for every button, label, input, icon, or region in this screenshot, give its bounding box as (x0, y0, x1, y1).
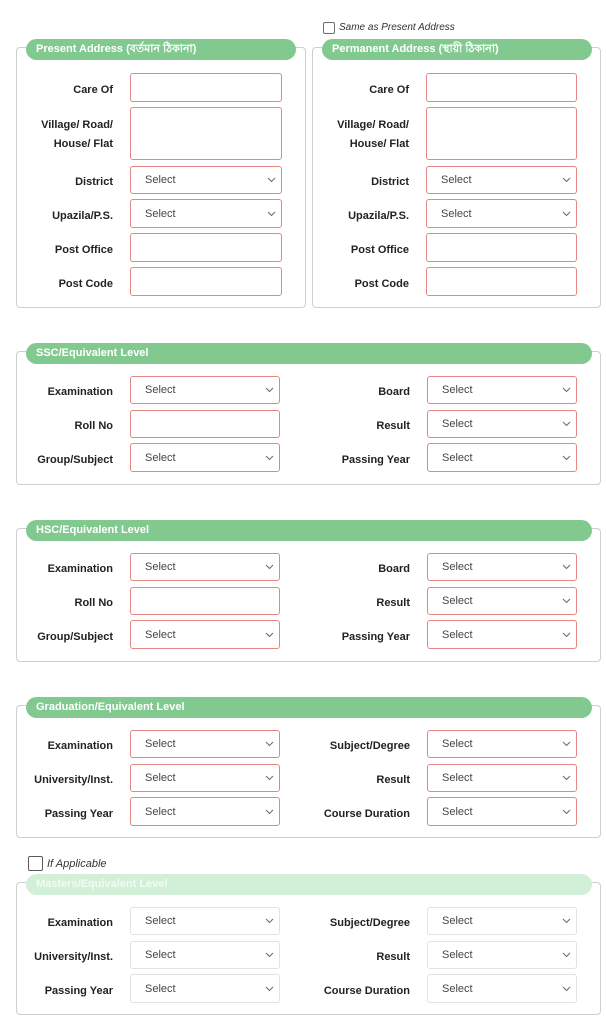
graduation-row-2 (0, 764, 606, 792)
hsc-group-subject-select[interactable] (130, 620, 280, 649)
masters-passing-year-selected-value: Select (145, 982, 176, 995)
ssc-header: SSC/Equivalent Level (26, 343, 592, 364)
masters-examination-selected-value: Select (145, 915, 176, 927)
chevron-down-icon (265, 775, 274, 781)
masters-university-selected-value: Select (145, 949, 176, 961)
masters-course-duration-select[interactable] (427, 974, 577, 1003)
hsc-result-label: Result (376, 597, 410, 609)
graduation-header: Graduation/Equivalent Level (26, 697, 592, 718)
chevron-down-icon (562, 455, 571, 461)
masters-passing-year-label: Passing Year (44, 984, 113, 997)
present-district-selected-value: Select (145, 174, 176, 186)
graduation-result-selected-value: Select (442, 772, 473, 784)
hsc-header: HSC/Equivalent Level (26, 520, 592, 541)
permanent-village-textarea[interactable] (426, 107, 577, 160)
ssc-row-3 (0, 443, 606, 472)
graduation-row-3 (0, 797, 606, 826)
address-row-district (0, 166, 606, 194)
hsc-row-3 (0, 620, 606, 649)
graduation-examination-selected-value: Select (145, 738, 176, 750)
masters-examination-label: Examination (47, 917, 113, 929)
hsc-group-subject-selected-value: Select (145, 628, 176, 641)
permanent-post-office-label: Post Office (350, 243, 409, 256)
graduation-course-duration-label: Course Duration (323, 807, 410, 820)
graduation-examination-select[interactable] (130, 730, 280, 758)
masters-university-label: University/Inst. (34, 951, 113, 963)
permanent-district-label: District (371, 176, 409, 188)
present-village-label: Village/ Road/ House/ Flat (41, 119, 113, 150)
if-applicable-label: If Applicable (47, 858, 107, 870)
ssc-result-select[interactable] (427, 410, 577, 438)
ssc-row-2 (0, 410, 606, 438)
chevron-down-icon (267, 177, 276, 183)
ssc-roll-no-input[interactable] (130, 410, 280, 438)
chevron-down-icon (562, 598, 571, 604)
permanent-district-select[interactable] (426, 166, 577, 194)
address-row-post-code (0, 267, 606, 296)
chevron-down-icon (562, 775, 571, 781)
hsc-group-subject-label: Group/Subject (37, 630, 113, 643)
permanent-upazila-selected-value: Select (441, 207, 472, 220)
graduation-result-select[interactable] (427, 764, 577, 792)
permanent-care-of-label: Care Of (369, 83, 409, 96)
ssc-result-selected-value: Select (442, 418, 473, 430)
graduation-passing-year-selected-value: Select (145, 805, 176, 818)
graduation-university-label: University/Inst. (34, 774, 113, 786)
chevron-down-icon (562, 211, 571, 217)
graduation-subject-degree-select[interactable] (427, 730, 577, 758)
graduation-examination-label: Examination (47, 740, 113, 752)
ssc-row-1 (0, 376, 606, 404)
ssc-board-select[interactable] (427, 376, 577, 404)
masters-row-3 (0, 974, 606, 1003)
chevron-down-icon (265, 455, 274, 461)
graduation-passing-year-label: Passing Year (44, 807, 113, 820)
same-as-present-checkbox[interactable] (323, 22, 335, 34)
masters-university-select[interactable] (130, 941, 280, 969)
permanent-address-header: Permanent Address (স্থায়ী ঠিকানা) (322, 39, 592, 60)
present-care-of-label: Care Of (73, 83, 113, 96)
chevron-down-icon (562, 632, 571, 638)
masters-result-selected-value: Select (442, 949, 473, 961)
permanent-post-code-label: Post Code (354, 277, 409, 290)
permanent-district-selected-value: Select (441, 174, 472, 186)
address-row-village (0, 107, 606, 160)
graduation-result-label: Result (376, 774, 410, 786)
graduation-course-duration-select[interactable] (427, 797, 577, 826)
hsc-row-1 (0, 553, 606, 581)
present-upazila-label: Upazila/P.S. (52, 209, 113, 222)
masters-course-duration-label: Course Duration (323, 984, 410, 997)
hsc-roll-no-label: Roll No (74, 597, 113, 609)
permanent-post-office-input[interactable] (426, 233, 577, 262)
ssc-passing-year-selected-value: Select (442, 451, 473, 464)
hsc-row-2 (0, 587, 606, 615)
ssc-examination-label: Examination (47, 386, 113, 398)
hsc-examination-label: Examination (47, 563, 113, 575)
chevron-down-icon (265, 809, 274, 815)
permanent-upazila-label: Upazila/P.S. (348, 209, 409, 222)
hsc-result-selected-value: Select (442, 595, 473, 607)
present-post-code-input[interactable] (130, 267, 282, 296)
ssc-board-selected-value: Select (442, 384, 473, 396)
masters-subject-degree-select[interactable] (427, 907, 577, 935)
chevron-down-icon (265, 918, 274, 924)
hsc-examination-selected-value: Select (145, 561, 176, 573)
graduation-passing-year-select[interactable] (130, 797, 280, 826)
present-post-office-label: Post Office (54, 243, 113, 256)
permanent-village-label: Village/ Road/ House/ Flat (337, 119, 409, 150)
permanent-post-code-input[interactable] (426, 267, 577, 296)
present-upazila-select[interactable] (130, 199, 282, 228)
graduation-university-select[interactable] (130, 764, 280, 792)
present-village-textarea[interactable] (130, 107, 282, 160)
present-post-code-label: Post Code (58, 277, 113, 290)
address-row-post-office (0, 233, 606, 262)
chevron-down-icon (562, 918, 571, 924)
chevron-down-icon (562, 177, 571, 183)
hsc-passing-year-select[interactable] (427, 620, 577, 649)
ssc-board-label: Board (378, 386, 410, 398)
masters-examination-select[interactable] (130, 907, 280, 935)
chevron-down-icon (562, 741, 571, 747)
permanent-care-of-input[interactable] (426, 73, 577, 102)
address-row-upazila (0, 199, 606, 228)
permanent-upazila-select[interactable] (426, 199, 577, 228)
chevron-down-icon (265, 986, 274, 992)
masters-header: Masters/Equivalent Level (26, 874, 592, 895)
present-district-label: District (75, 176, 113, 188)
chevron-down-icon (562, 952, 571, 958)
chevron-down-icon (265, 387, 274, 393)
chevron-down-icon (267, 211, 276, 217)
chevron-down-icon (562, 986, 571, 992)
graduation-course-duration-selected-value: Select (442, 805, 473, 818)
ssc-examination-select[interactable] (130, 376, 280, 404)
chevron-down-icon (265, 564, 274, 570)
masters-course-duration-selected-value: Select (442, 982, 473, 995)
chevron-down-icon (265, 741, 274, 747)
ssc-passing-year-select[interactable] (427, 443, 577, 472)
ssc-group-subject-label: Group/Subject (37, 453, 113, 466)
chevron-down-icon (265, 952, 274, 958)
ssc-examination-selected-value: Select (145, 384, 176, 396)
hsc-roll-no-input[interactable] (130, 587, 280, 615)
hsc-examination-select[interactable] (130, 553, 280, 581)
present-address-header: Present Address (বর্তমান ঠিকানা) (26, 39, 296, 60)
same-as-present-label: Same as Present Address (339, 22, 455, 33)
graduation-subject-degree-label: Subject/Degree (329, 740, 410, 752)
graduation-row-1 (0, 730, 606, 758)
present-upazila-selected-value: Select (145, 207, 176, 220)
ssc-roll-no-label: Roll No (74, 420, 113, 432)
present-post-office-input[interactable] (130, 233, 282, 262)
present-district-select[interactable] (130, 166, 282, 194)
graduation-subject-degree-selected-value: Select (442, 738, 473, 750)
masters-subject-degree-selected-value: Select (442, 915, 473, 927)
address-row-care-of (0, 73, 606, 102)
masters-row-1 (0, 907, 606, 935)
chevron-down-icon (562, 809, 571, 815)
hsc-passing-year-label: Passing Year (341, 630, 410, 643)
masters-row-2 (0, 941, 606, 969)
hsc-board-label: Board (378, 563, 410, 575)
ssc-group-subject-select[interactable] (130, 443, 280, 472)
if-applicable-checkbox[interactable] (28, 856, 43, 871)
chevron-down-icon (562, 421, 571, 427)
graduation-university-selected-value: Select (145, 772, 176, 784)
hsc-result-select[interactable] (427, 587, 577, 615)
ssc-passing-year-label: Passing Year (341, 453, 410, 466)
hsc-board-select[interactable] (427, 553, 577, 581)
ssc-group-subject-selected-value: Select (145, 451, 176, 464)
chevron-down-icon (265, 632, 274, 638)
hsc-board-selected-value: Select (442, 561, 473, 573)
chevron-down-icon (562, 564, 571, 570)
masters-passing-year-select[interactable] (130, 974, 280, 1003)
hsc-passing-year-selected-value: Select (442, 628, 473, 641)
masters-subject-degree-label: Subject/Degree (329, 917, 410, 929)
chevron-down-icon (562, 387, 571, 393)
masters-result-label: Result (376, 951, 410, 963)
present-care-of-input[interactable] (130, 73, 282, 102)
masters-result-select[interactable] (427, 941, 577, 969)
ssc-result-label: Result (376, 420, 410, 432)
